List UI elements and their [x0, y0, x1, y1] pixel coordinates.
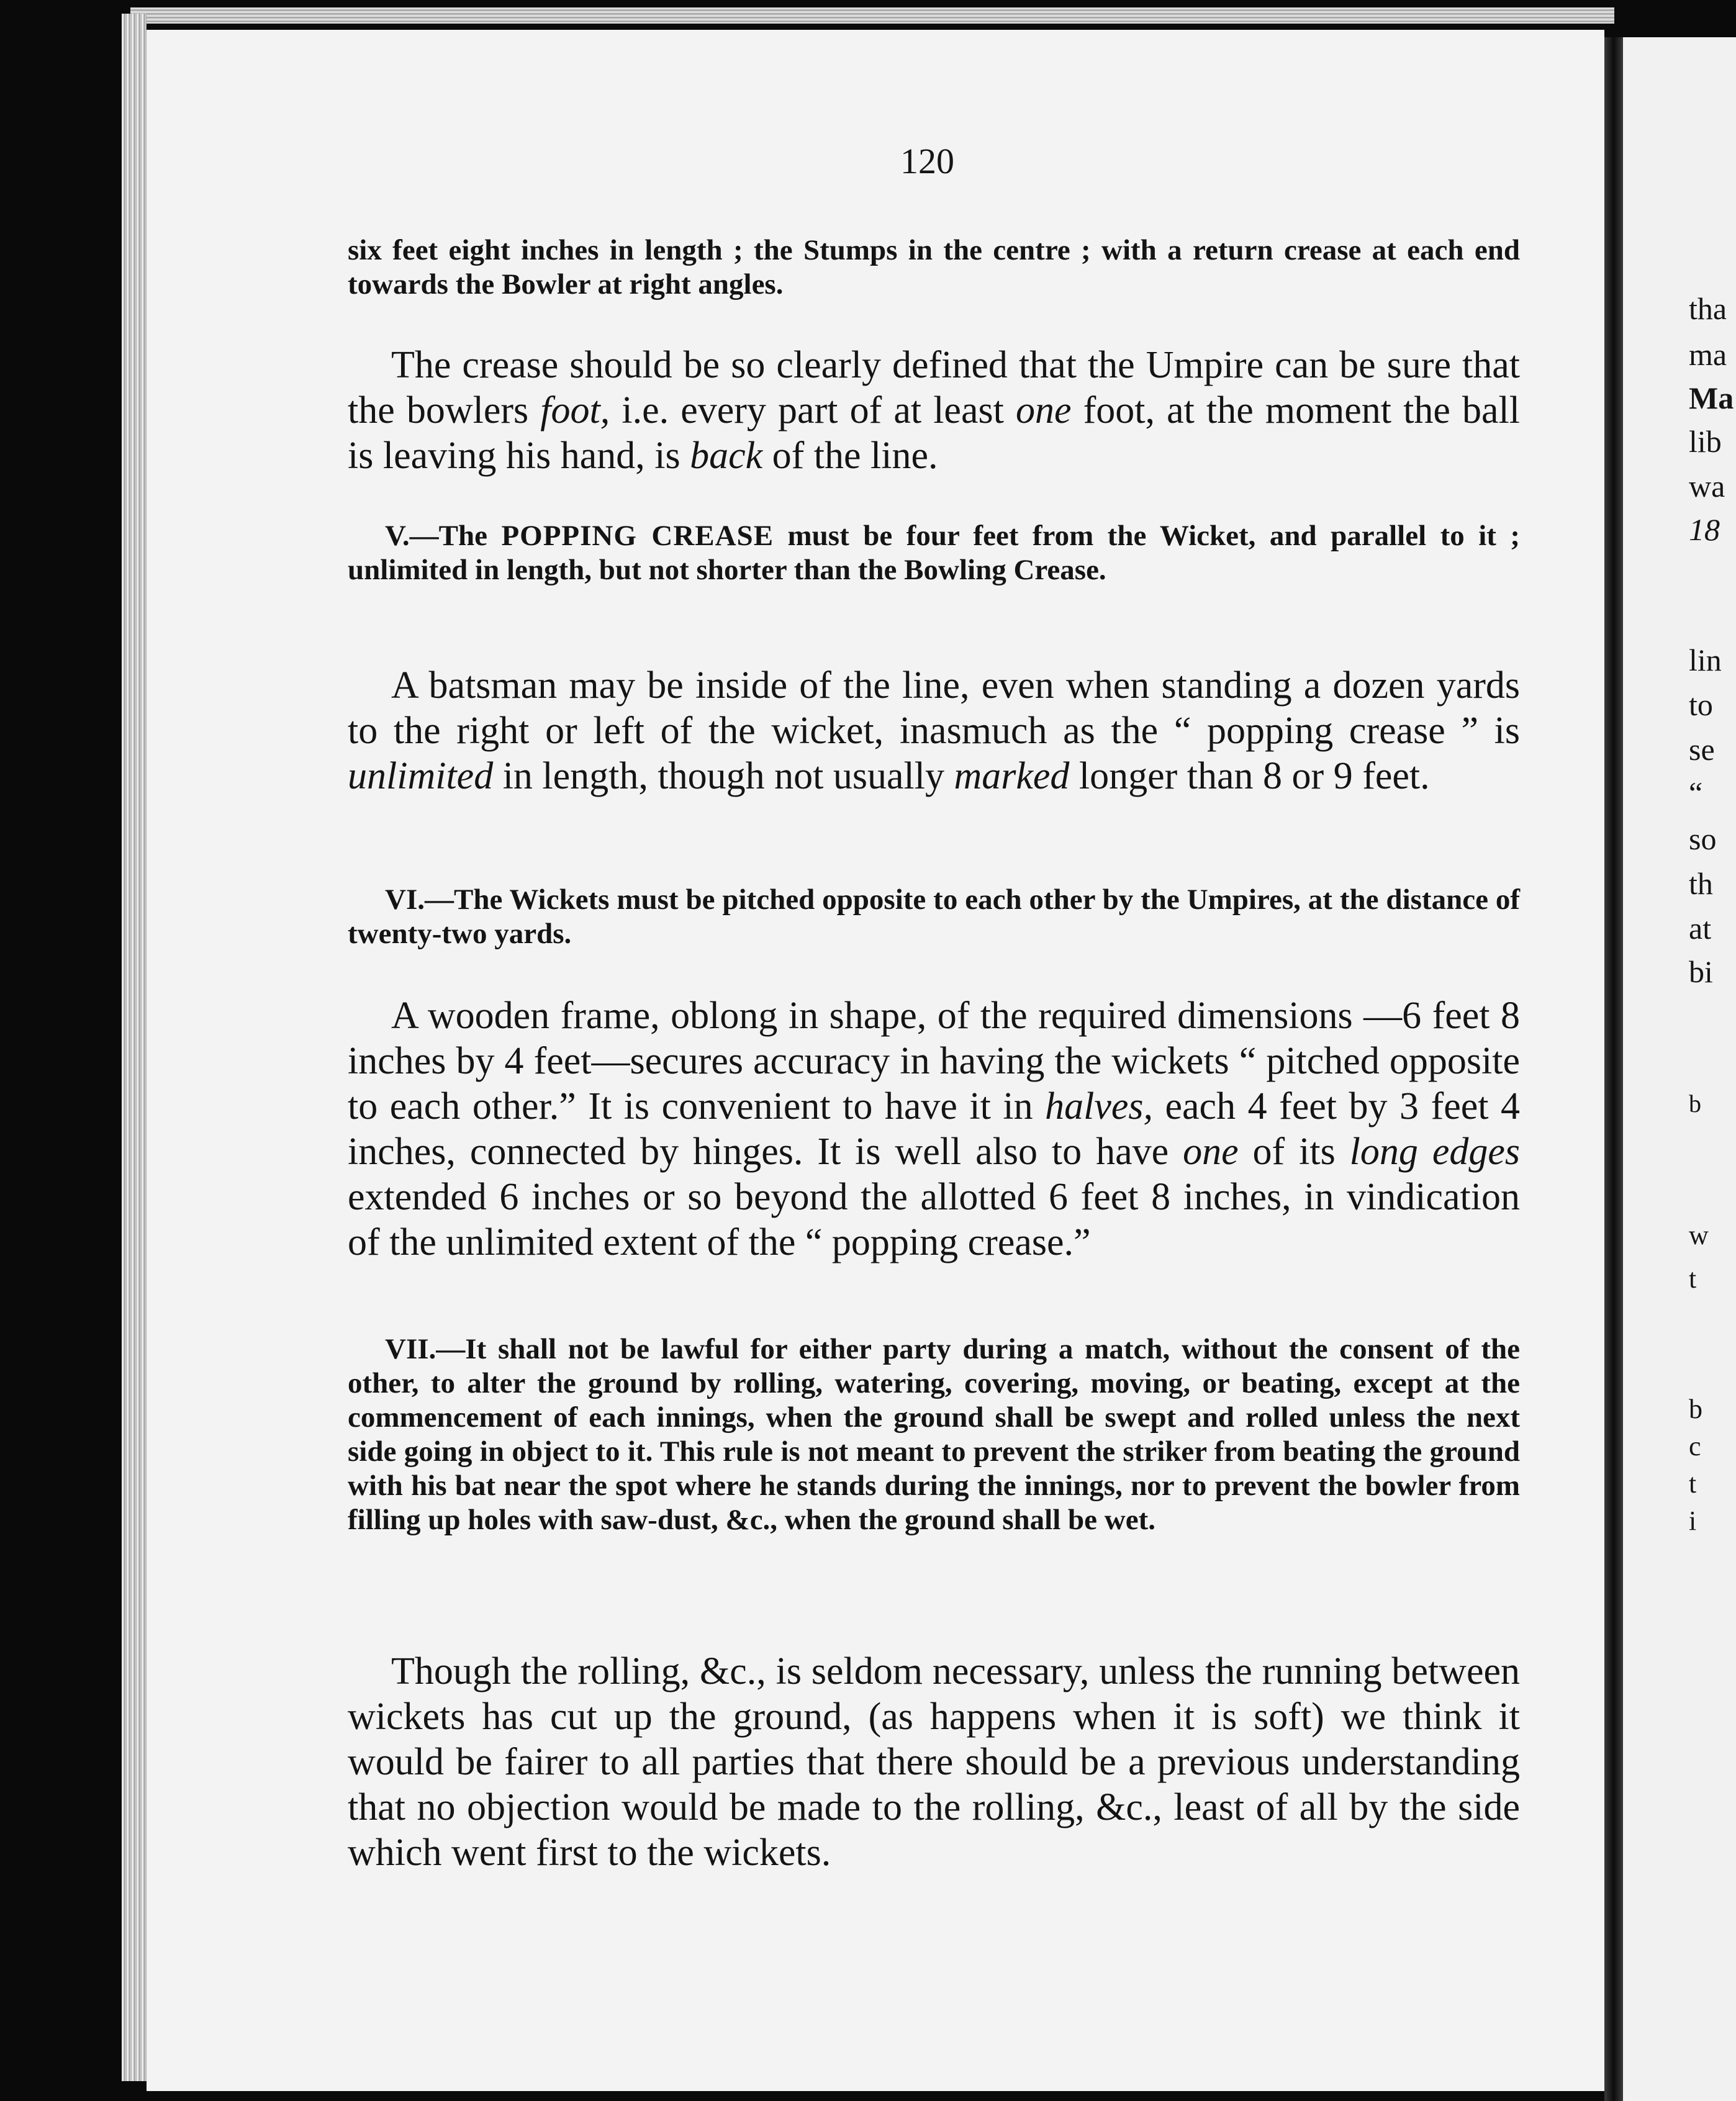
right-fragment: t — [1689, 1263, 1697, 1294]
rule-vi — [348, 883, 1520, 951]
paragraph-batsman-text-a: A batsman may be inside of the line, even when standing a dozen yards to the right or left of the wicket, inasmuch as the “ popping crease ” is — [348, 664, 1520, 752]
right-fragment: Ma — [1689, 381, 1734, 415]
rule-vi-text: VI.—The Wickets must be pitched opposite to each other by the Umpires, at the distance of twenty-two yards. — [348, 883, 1520, 950]
paragraph-crease-em-c: back — [690, 435, 763, 477]
rule-vii-text: VII.—It shall not be lawful for either party during a match, without the consent of the other, to alter the ground by rolling, watering, covering, moving, or beating, except at the commencement of each innings, when the ground shall be swept and rolled unless the next side going in object to it. This rule is not meant to prevent the striker from beating the ground with his bat near the spot where he stands during the innings, nor to prevent the bowler from filling up holes with saw-dust, &c., when the ground shall be wet. — [348, 1333, 1520, 1536]
right-fragment: tha — [1689, 291, 1727, 326]
book-page-edges — [122, 14, 147, 2081]
right-fragment: lin — [1689, 643, 1722, 677]
paragraph-frame-text-d: extended 6 inches or so beyond the allotted 6 feet 8 inches, in vindication of the unlimited extent of the “ popping crease.” — [348, 1176, 1520, 1263]
paragraph-crease — [348, 343, 1520, 479]
right-fragment: bi — [1689, 954, 1713, 989]
paragraph-batsman-text-b: in length, though not usually — [493, 755, 954, 797]
paragraph-crease-text-c: foot, at the moment the ball is leaving his hand, is — [348, 389, 1520, 477]
right-fragment: b — [1689, 1090, 1701, 1118]
right-page-fragment — [1623, 37, 1736, 2101]
paragraph-frame-em-a: halves, — [1045, 1085, 1153, 1127]
rule-v-prefix: V.—The — [385, 520, 502, 552]
rule-vii — [348, 1332, 1520, 1537]
right-fragment: t — [1689, 1468, 1697, 1499]
right-fragment: so — [1689, 821, 1717, 856]
paragraph-frame-em-b: one — [1183, 1131, 1239, 1173]
paragraph-batsman-em-a: unlimited — [348, 755, 494, 797]
paragraph-batsman-em-b: marked — [954, 755, 1070, 797]
rule-v — [348, 519, 1520, 587]
book-gutter — [1604, 37, 1623, 2101]
right-fragment: i — [1689, 1506, 1697, 1536]
right-fragment: b — [1689, 1394, 1702, 1424]
page-number: 120 — [900, 141, 954, 181]
paragraph-batsman-text-c: longer than 8 or 9 feet. — [1069, 755, 1430, 797]
right-fragment: ma — [1689, 337, 1727, 372]
paragraph-rolling — [348, 1649, 1520, 1876]
paragraph-frame-text-a: A wooden frame, oblong in shape, of the required dimensions —6 feet 8 inches by 4 feet—secures accuracy in having the wickets “ pitched opposite to each other.” It is convenient to have it in — [348, 995, 1520, 1127]
rules-continuation-text: six feet eight inches in length ; the Stumps in the centre ; with a return crease at each end towards the Bowler at right angles. — [348, 234, 1520, 300]
right-fragment: to — [1689, 687, 1713, 722]
right-fragment: th — [1689, 866, 1713, 901]
rule-v-text: must be four feet from the Wicket, and parallel to it ; unlimited in length, but not shorter than the Bowling Crease. — [348, 520, 1521, 586]
paragraph-frame-em-c: long edges — [1349, 1131, 1521, 1173]
rules-continuation — [348, 233, 1520, 302]
paragraph-rolling-text: Though the rolling, &c., is seldom necessary, unless the running between wickets has cut up the ground, (as happens when it is soft) we think it would be fairer to all parties that there should be a previous understanding that no objection would be made to the rolling, &c., least of all by the side which went first to the wickets. — [348, 1650, 1520, 1874]
paragraph-batsman — [348, 663, 1520, 799]
paragraph-frame-text-c: of its — [1238, 1131, 1350, 1173]
paragraph-crease-em-a: foot, — [540, 389, 610, 431]
right-fragment: c — [1689, 1431, 1701, 1462]
rule-v-caps: POPPING CREASE — [501, 520, 774, 552]
right-fragment: wa — [1689, 469, 1725, 504]
book-top-edge — [130, 7, 1614, 24]
paragraph-crease-text-b: i.e. every part of at least — [610, 389, 1016, 431]
right-fragment: “ — [1689, 775, 1703, 810]
right-fragment: lib — [1689, 424, 1722, 459]
paragraph-frame — [348, 993, 1520, 1265]
paragraph-crease-em-b: one — [1015, 389, 1072, 431]
right-fragment: 18 — [1689, 512, 1720, 547]
paragraph-crease-text-d: of the line. — [762, 435, 938, 477]
paragraph-crease-text-a: The crease should be so clearly defined that the Umpire can be sure that the bowlers — [348, 344, 1520, 431]
right-fragment: at — [1689, 911, 1712, 946]
right-fragment: w — [1689, 1220, 1709, 1250]
right-fragment: se — [1689, 732, 1715, 767]
paragraph-frame-text-b: each 4 feet by 3 feet 4 inches, connected by hinges. It is well also to have — [348, 1085, 1520, 1173]
